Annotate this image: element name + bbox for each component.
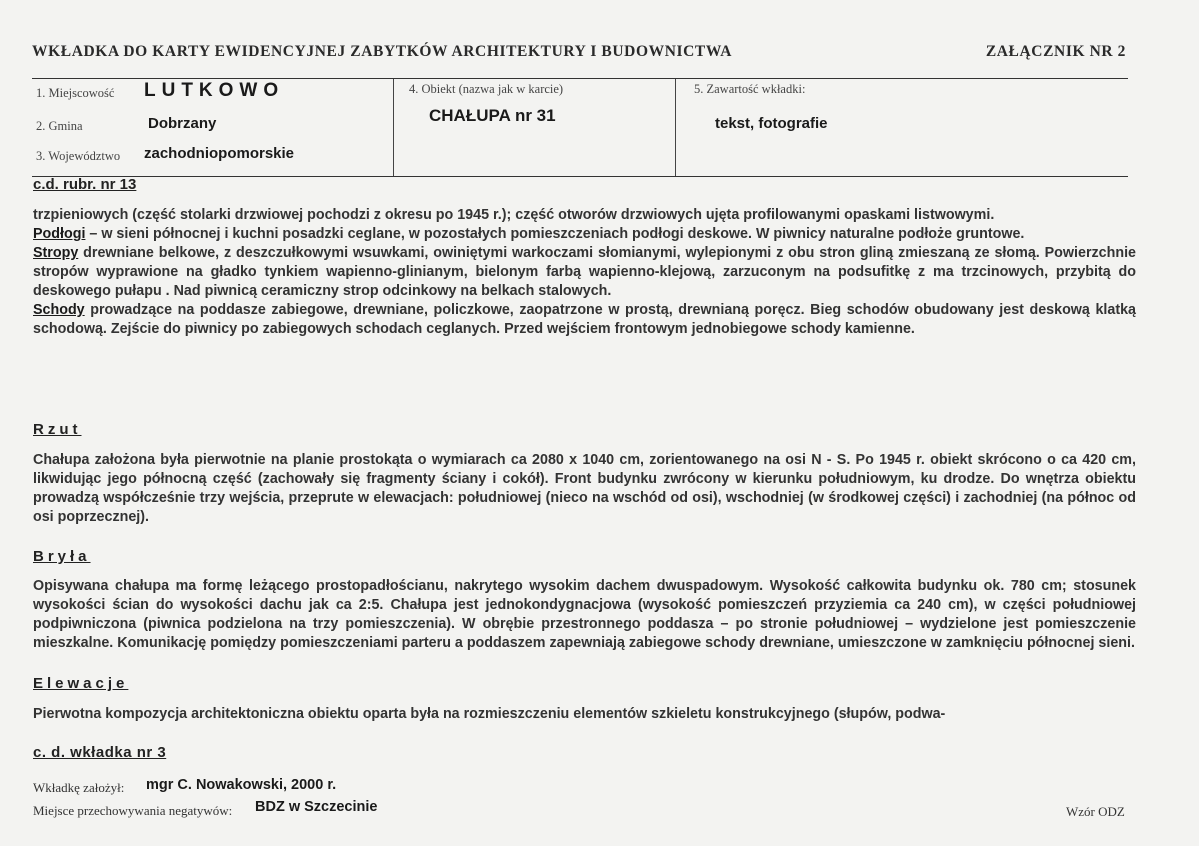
storage-value: BDZ w Szczecinie — [255, 799, 378, 815]
object-label: 4. Obiekt (nazwa jak w karcie) — [409, 82, 564, 96]
elevations-heading: Elewacje — [33, 675, 129, 692]
description-block — [33, 206, 1136, 339]
mass-heading: Bryła — [33, 548, 91, 565]
grid-divider — [393, 79, 394, 176]
mass-text: Opisywana chałupa ma formę leżącego prostopadłościanu, nakrytego wysokim dachem dwuspadowym. Wysokość całkowita budynku ok. 780 cm; stosunek wysokości ścian do wysokości dachu jak ca 2:5. Chałupa jest jednokondygnacjowa (wysokość pomieszczeń przyziemia ca 240 cm), w części południowej podpiwniczona (piwnica podzielona na trzy pomieszczenia). W obrębie przestronnego poddasza – po stronie południowej – wydzielone jest pomieszczenie mieszkalne. Komunikację pomiędzy pomieszczeniami parteru a poddaszem zapewniają zabiegowe schody drewniane, umieszczone w zamknięciu północnej sieni. — [33, 578, 1136, 651]
floors-heading: Podłogi — [33, 226, 86, 242]
stairs-text: prowadzące na poddasze zabiegowe, drewniane, policzkowe, zaopatrzone w prostą, drewnianą poręcz. Bieg schodów obudowany jest deskową klatką schodową. Zejście do piwnicy po zabiegowych schodach ceglanych. Przed wejściem frontowym jednobiegowe schody kamienne. — [33, 302, 1136, 337]
commune-label: 2. Gmina — [36, 119, 83, 133]
paragraph-joinery: trzpieniowych (część stolarki drzwiowej pochodzi z okresu po 1945 r.); część otworów drzwiowych ujęta profilowanymi opaskami listwowymi. — [33, 207, 995, 223]
ceilings-heading: Stropy — [33, 245, 79, 261]
grid-divider — [675, 79, 676, 176]
stairs-heading: Schody — [33, 302, 85, 318]
object-value: CHAŁUPA nr 31 — [429, 106, 556, 125]
paragraph-ceilings — [33, 244, 1136, 301]
document-title: WKŁADKA DO KARTY EWIDENCYJNEJ ZABYTKÓW ARCHITEKTURY I BUDOWNICTWA — [32, 43, 733, 60]
contents-label: 5. Zawartość wkładki: — [694, 82, 806, 96]
form-code: Wzór ODZ — [1066, 804, 1125, 819]
next-insert-note: c. d. wkładka nr 3 — [33, 744, 167, 761]
paragraph-stairs — [33, 301, 1136, 339]
commune-value: Dobrzany — [148, 115, 217, 132]
ceilings-text: drewniane belkowe, z deszczułkowymi wsuwkami, owiniętymi warkoczami słomianymi, wylepionymi z obu stron gliną zmieszaną ze słomą. Powierzchnie stropów wyprawione na gładko tynkiem wapienno-glinianym, bielonym farbą wapienno-klejową, zarzuconym na podsufitkę z ma trzcinowych, przybitą do deskowego pułapu . Nad piwnicą ceramiczny strop odcinkowy na belkach stalowych. — [33, 245, 1136, 299]
plan-heading: Rzut — [33, 421, 82, 438]
floors-text: – w sieni północnej i kuchni posadzki ceglane, w pozostałych pomieszczeniach podłogi deskowe. W piwnicy naturalne podłoże gruntowe. — [85, 226, 1025, 242]
locality-value: LUTKOWO — [144, 80, 285, 101]
province-value: zachodniopomorskie — [144, 145, 295, 162]
document-header — [32, 43, 1126, 61]
storage-label: Miejsce przechowywania negatywów: — [33, 803, 233, 818]
plan-text: Chałupa założona była pierwotnie na planie prostokąta o wymiarach ca 2080 x 1040 cm, zorientowanego na osi N - S. Po 1945 r. obiekt skrócono o ca 420 cm, likwidując jego północną część (zachowały się fragmenty ściany i cokół). Front budynku zwrócony w kierunku południowym, ku drodze. Do wnętrza obiektu prowadzą współcześnie trzy wejścia, przeprute w elewacjach: południowej (nieco na wschód od osi), wschodniej (w środkowej części) i zachodniej (na północ od osi poprzecznej). — [33, 452, 1136, 525]
attachment-number: ZAŁĄCZNIK NR 2 — [985, 43, 1126, 60]
author-label: Wkładkę założył: — [33, 780, 125, 795]
field-grid — [32, 78, 1128, 177]
continuation-heading: c.d. rubr. nr 13 — [33, 176, 137, 193]
author-value: mgr C. Nowakowski, 2000 r. — [146, 777, 337, 793]
locality-label: 1. Miejscowość — [36, 86, 115, 100]
province-label: 3. Województwo — [36, 149, 121, 163]
paragraph-floors — [33, 225, 1136, 244]
contents-value: tekst, fotografie — [715, 115, 828, 132]
elevations-text: Pierwotna kompozycja architektoniczna obiektu oparta była na rozmieszczeniu elementów szkieletu konstrukcyjnego (słupów, podwa- — [33, 706, 946, 722]
